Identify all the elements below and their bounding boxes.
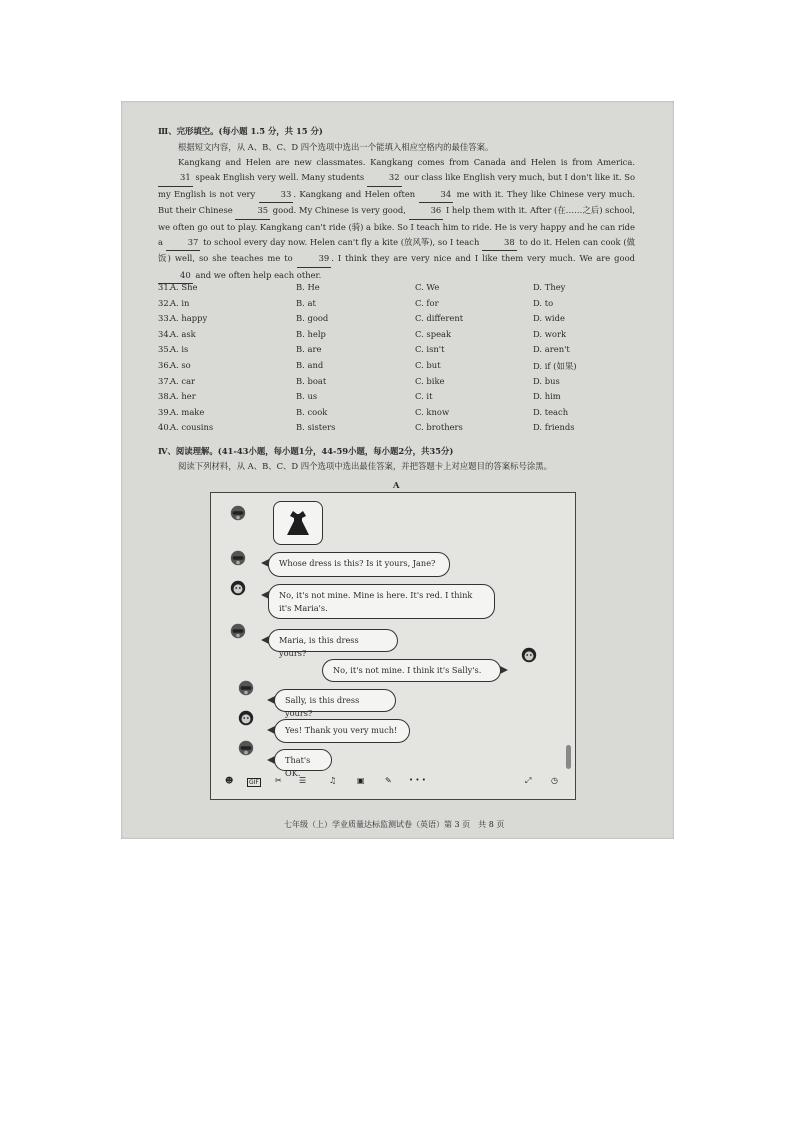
passage-text: . I think they are very nice and I like them very much. We are good	[331, 253, 635, 264]
option-c: C. it	[415, 391, 433, 402]
cloze-blank: 40	[158, 268, 193, 284]
passage-text: and we often help each other.	[192, 269, 322, 280]
passage-text: me with it. They like Chinese very much. But their Chinese	[158, 188, 636, 216]
option-a: A. cousins	[170, 422, 214, 433]
question-row	[158, 313, 638, 325]
cloze-blank: 39	[297, 251, 332, 267]
question-row	[158, 298, 638, 310]
option-a: A. so	[170, 360, 191, 370]
cloze-blank: 35	[235, 203, 270, 219]
question-number: 36.	[158, 360, 172, 370]
lines-icon[interactable]: ☰	[299, 776, 307, 785]
question-row	[158, 422, 638, 434]
cloze-blank: 33	[259, 187, 294, 203]
option-d: D. wide	[533, 313, 565, 324]
option-d: D. work	[533, 328, 567, 339]
option-c: C. bike	[415, 375, 445, 386]
cloze-passage	[158, 155, 635, 284]
option-c: C. for	[415, 297, 439, 308]
option-d: D. bus	[533, 375, 560, 386]
option-c: C. different	[415, 313, 464, 324]
question-number: 40.	[158, 422, 172, 433]
option-d: D. if (如果)	[533, 361, 577, 371]
chat-bubble: Whose dress is this? Is it yours, Jane?	[268, 552, 450, 577]
option-a: A. in	[170, 297, 190, 308]
chat-bubble: That's OK.	[274, 749, 332, 771]
exam-page	[121, 101, 674, 839]
chat-bubble: Yes! Thank you very much!	[274, 719, 410, 743]
passage-text: to do it. Helen can cook (做饭) well, so she teaches me to	[158, 237, 636, 264]
dress-image-bubble	[273, 501, 323, 545]
option-c: C. isn't	[415, 344, 445, 355]
image-icon[interactable]: ▣	[357, 776, 365, 785]
cloze-blank: 38	[482, 235, 517, 251]
girl-avatar-icon	[237, 709, 255, 727]
option-a: A. car	[170, 375, 196, 386]
question-row	[158, 407, 638, 419]
question-number: 39.	[158, 406, 172, 417]
option-d: D. aren't	[533, 344, 570, 355]
option-b: B. sisters	[296, 422, 336, 433]
option-a: A. is	[170, 344, 189, 355]
option-a: A. She	[170, 282, 198, 292]
girl-avatar-icon	[229, 579, 247, 597]
boy-avatar-icon	[229, 504, 247, 522]
option-d: D. They	[533, 282, 566, 292]
option-d: D. teach	[533, 406, 569, 417]
question-number: 37.	[158, 375, 172, 386]
question-number: 33.	[158, 313, 172, 324]
section-3-instruction: 根据短文内容，从 A、B、C、D 四个选项中选出一个能填入相应空格内的最佳答案。	[178, 142, 494, 152]
option-c: C. know	[415, 406, 450, 417]
question-number: 32.	[158, 297, 172, 308]
option-a: A. her	[170, 391, 196, 402]
option-b: B. and	[296, 360, 324, 370]
section-3-heading: Ⅲ、完形填空。(每小题 1.5 分，共 15 分)	[158, 126, 323, 136]
cloze-blank: 37	[166, 235, 201, 251]
boy-avatar-icon	[229, 622, 247, 640]
expand-icon[interactable]: ⤢	[525, 776, 532, 785]
cloze-blank: 32	[367, 170, 402, 186]
section-4-instruction: 阅读下列材料，从 A、B、C、D 四个选项中选出最佳答案，并把答题卡上对应题目的答案标号涂黑。	[178, 461, 553, 471]
question-row	[158, 344, 638, 356]
passage-text: Kangkang and Helen are new classmates. Kangkang comes from Canada and Helen is from America.	[178, 157, 635, 167]
option-b: B. us	[296, 391, 318, 402]
passage-text: I help them with it. After (在……之后) school, we often go out to play. Kangkang can't ride (骑) a bike. So I teach him to ride. He is very happy and he can ride a	[158, 205, 635, 248]
option-b: B. He	[296, 282, 320, 292]
option-b: B. good	[296, 313, 329, 324]
chat-bubble: Sally, is this dress yours?	[274, 689, 396, 712]
passage-text: to school every day now. Helen can't fly a kite (放风筝), so I teach	[200, 237, 483, 248]
option-b: B. help	[296, 328, 326, 339]
question-number: 35.	[158, 344, 172, 355]
question-row	[158, 282, 638, 294]
question-row	[158, 391, 638, 403]
more-icon[interactable]: • • •	[409, 776, 426, 784]
option-d: D. him	[533, 391, 561, 402]
boy-avatar-icon	[229, 549, 247, 567]
passage-text: speak English very well. Many students	[192, 172, 367, 183]
dress-icon	[274, 502, 322, 544]
option-b: B. cook	[296, 406, 328, 417]
passage-text: our class like English very much, but I don't like it. So my English is not very	[158, 172, 636, 199]
passage-text: good. My Chinese is very good,	[270, 205, 409, 216]
music-icon[interactable]: ♫	[329, 776, 337, 785]
question-number: 38.	[158, 391, 172, 402]
question-row	[158, 329, 638, 341]
scissors-icon[interactable]: ✂	[275, 776, 282, 785]
chat-bubble: Maria, is this dress yours?	[268, 629, 398, 652]
cloze-blank: 31	[158, 170, 193, 186]
option-c: C. brothers	[415, 422, 463, 433]
option-a: A. make	[170, 406, 205, 417]
cloze-blank: 36	[409, 203, 444, 219]
option-c: C. but	[415, 360, 441, 370]
option-a: A. happy	[170, 313, 208, 324]
question-number: 31.	[158, 282, 172, 292]
question-row	[158, 360, 638, 372]
boy-avatar-icon	[237, 679, 255, 697]
smile-icon[interactable]: ☻	[225, 776, 234, 785]
option-d: D. friends	[533, 422, 575, 433]
option-c: C. speak	[415, 328, 452, 339]
gif-icon[interactable]: GIF	[249, 779, 259, 786]
question-number: 34.	[158, 328, 172, 339]
passage-text: . Kangkang and Helen often	[293, 188, 419, 199]
girl-avatar-icon	[520, 646, 538, 664]
clock-icon[interactable]: ◷	[551, 776, 558, 785]
chat-bubble: No, it's not mine. Mine is here. It's red. I think it's Maria's.	[268, 584, 495, 619]
option-b: B. at	[296, 297, 316, 308]
option-b: B. boat	[296, 375, 327, 386]
question-row	[158, 376, 638, 388]
cloze-blank: 34	[419, 187, 454, 203]
page-footer: 七年级（上）学业质量达标监测试卷（英语）第 3 页 共 8 页	[284, 820, 505, 829]
part-label: A	[393, 480, 400, 490]
chat-scrollbar[interactable]	[566, 745, 571, 769]
option-a: A. ask	[170, 328, 196, 339]
chat-window	[210, 492, 576, 800]
chat-bubble: No, it's not mine. I think it's Sally's.	[322, 659, 501, 682]
boy-avatar-icon	[237, 739, 255, 757]
chat-toolbar	[225, 776, 561, 790]
option-b: B. are	[296, 344, 322, 355]
option-d: D. to	[533, 297, 554, 308]
brush-icon[interactable]: ✎	[385, 776, 392, 785]
option-c: C. We	[415, 282, 440, 292]
section-4-heading: Ⅳ、阅读理解。(41-43小题，每小题1分，44-59小题，每小题2分，共35分)	[158, 446, 454, 456]
